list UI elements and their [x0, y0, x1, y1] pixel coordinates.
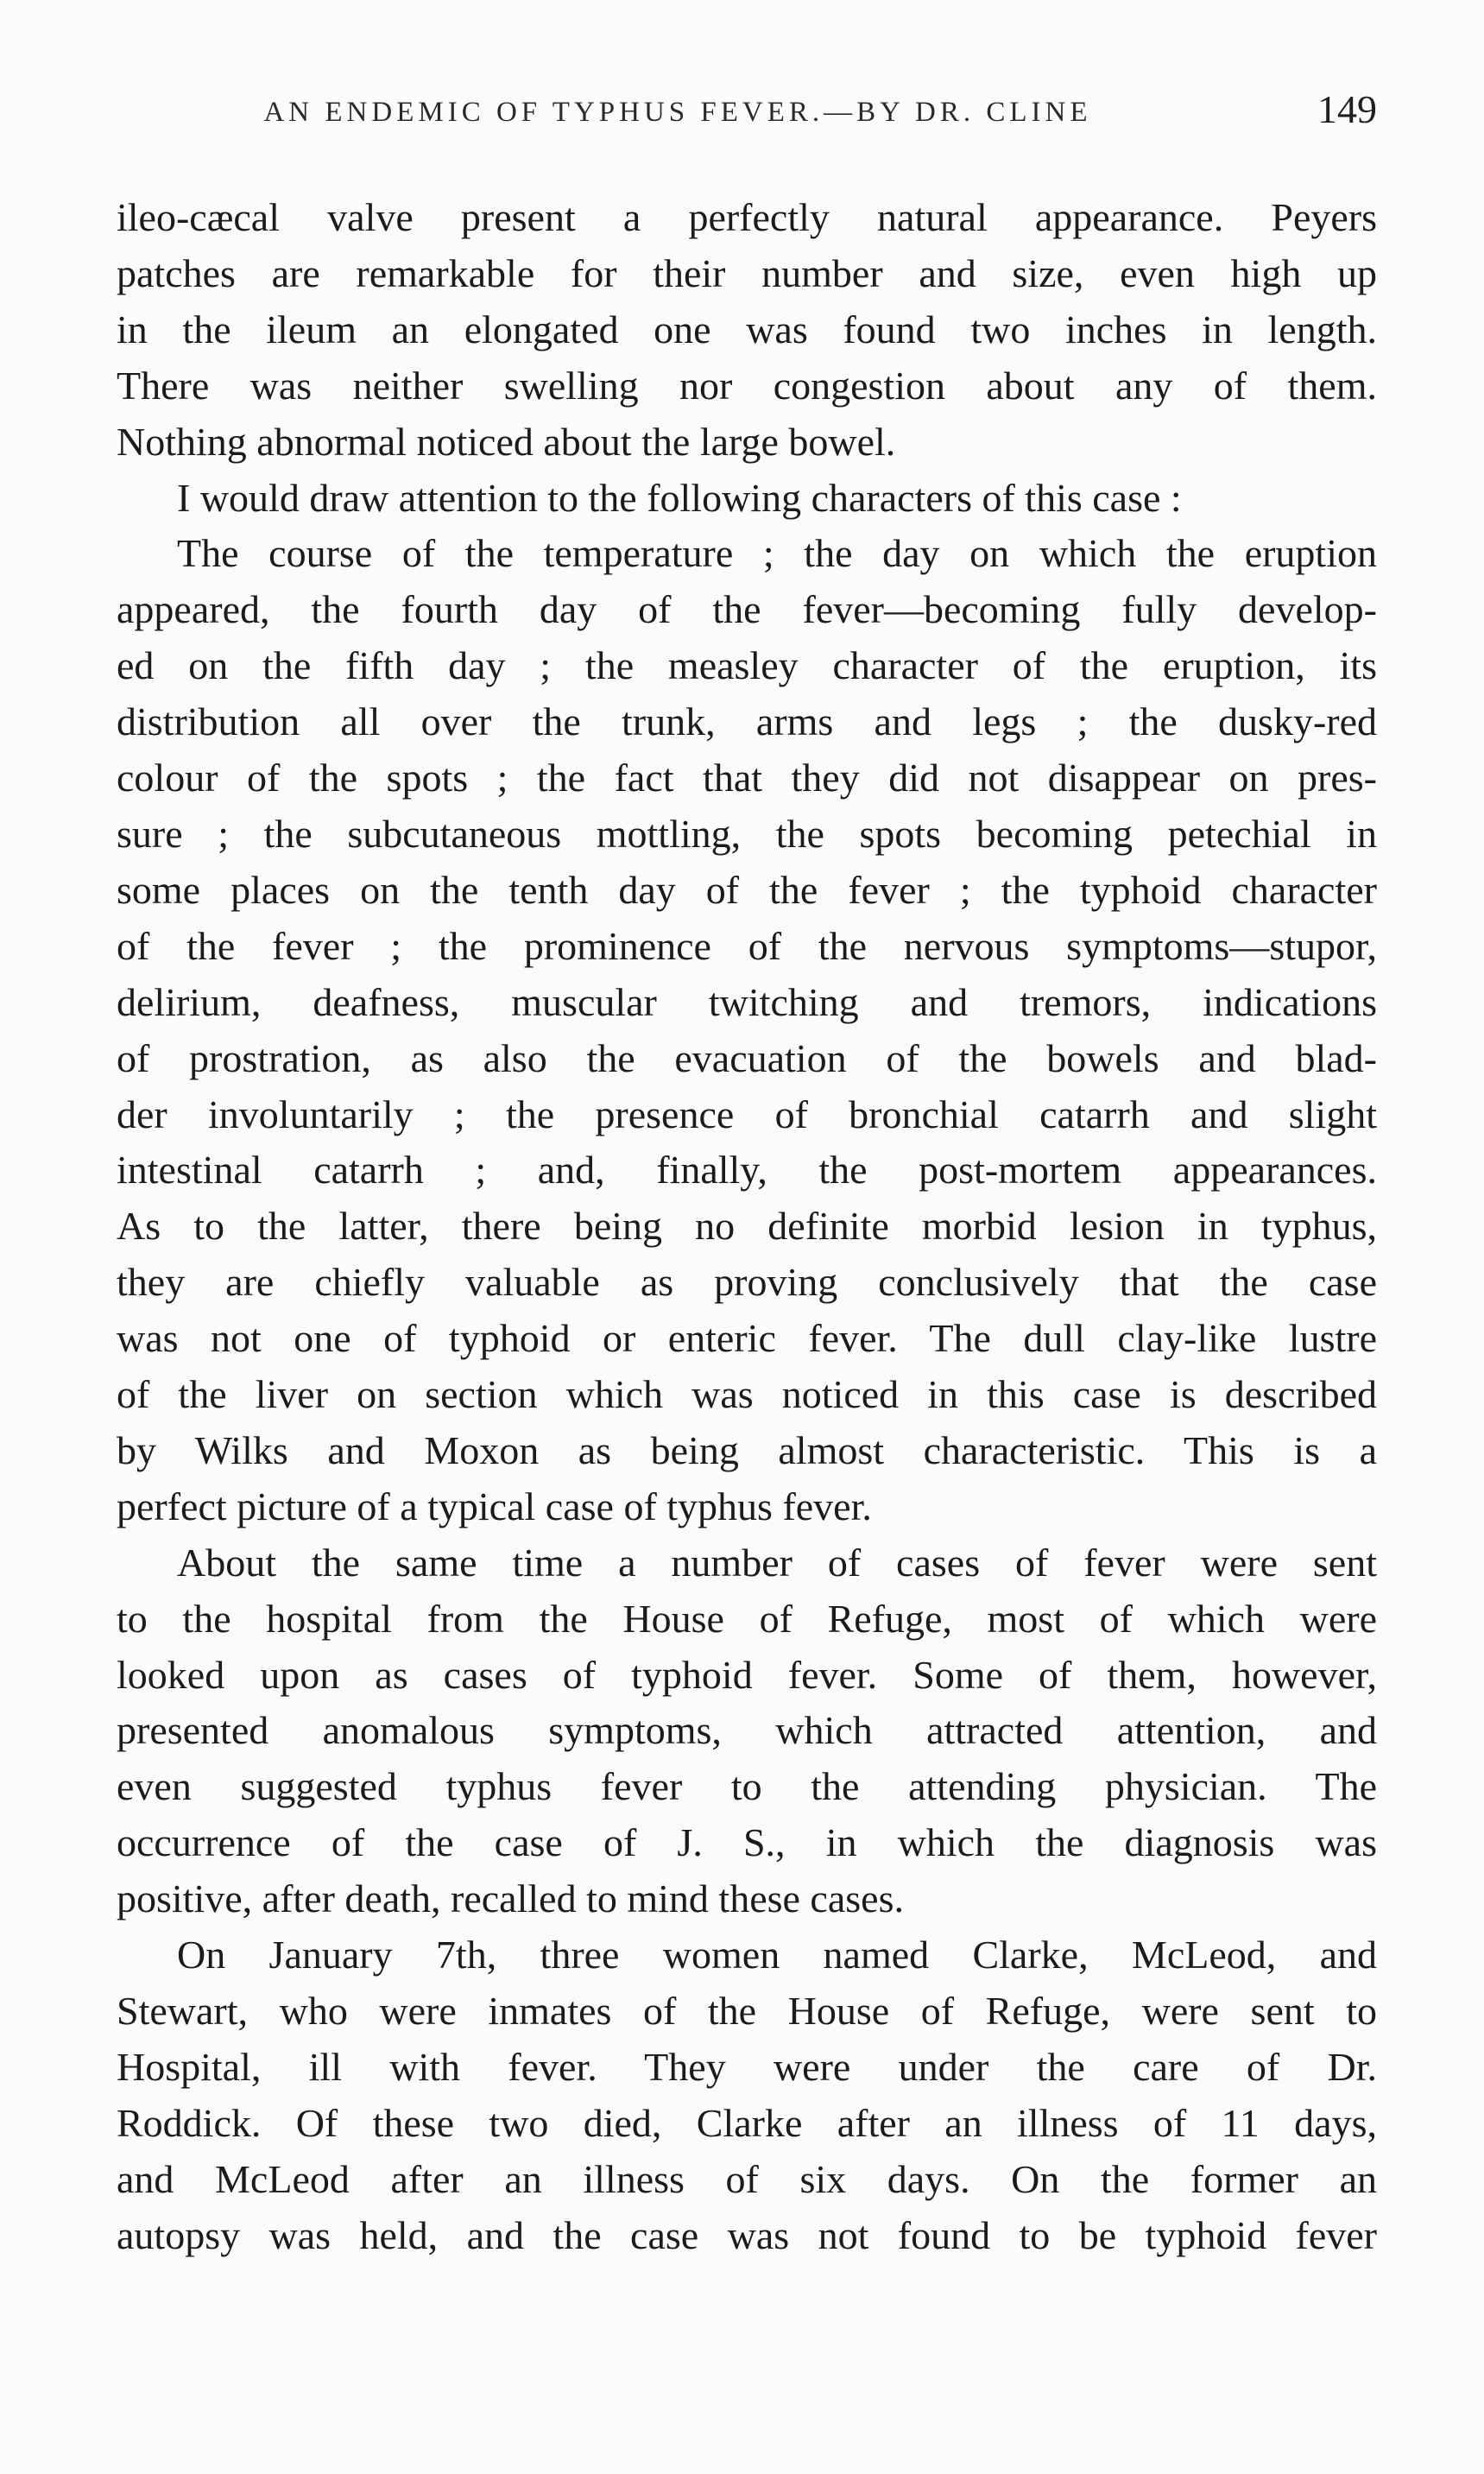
- text-line: On January 7th, three women named Clarke, McLeod, and: [177, 1933, 1377, 1977]
- text-line: As to the latter, there being no definite morbid lesion in typhus,: [117, 1204, 1377, 1249]
- running-title: AN ENDEMIC OF TYPHUS FEVER.—BY DR. CLINE: [263, 97, 1092, 128]
- text-line: delirium, deafness, muscular twitching and tremors, indications: [117, 979, 1377, 1024]
- text-line: sure ; the subcutaneous mottling, the spots becoming petechial in: [117, 811, 1377, 856]
- text-line: I would draw attention to the following characters of this case :: [177, 475, 1182, 520]
- text-line: Hospital, ill with fever. They were under the care of Dr.: [117, 2044, 1377, 2089]
- text-line: some places on the tenth day of the fever ; the typhoid character: [117, 867, 1377, 912]
- text-line: occurrence of the case of J. S., in which the diagnosis was: [117, 1820, 1377, 1865]
- text-line: ed on the fifth day ; the measley character of the eruption, its: [117, 643, 1377, 688]
- body-text: [117, 190, 1377, 2264]
- text-line: ileo-cæcal valve present a perfectly natural appearance. Peyers: [117, 195, 1377, 239]
- text-line: positive, after death, recalled to mind these cases.: [117, 1876, 904, 1921]
- text-line: was not one of typhoid or enteric fever. The dull clay-like lustre: [117, 1316, 1377, 1361]
- running-head: [117, 79, 1377, 140]
- text-line: of prostration, as also the evacuation of the bowels and blad-: [117, 1035, 1377, 1080]
- text-line: intestinal catarrh ; and, finally, the post-mortem appearances.: [117, 1148, 1377, 1193]
- text-line: of the fever ; the prominence of the nervous symptoms—stupor,: [117, 923, 1377, 968]
- text-line: perfect picture of a typical case of typhus fever.: [117, 1484, 872, 1528]
- text-line: autopsy was held, and the case was not found to be typhoid fever: [117, 2212, 1377, 2257]
- text-line: they are chiefly valuable as proving conclusively that the case: [117, 1260, 1377, 1305]
- text-line: Stewart, who were inmates of the House of Refuge, were sent to: [117, 1989, 1377, 2033]
- text-line: Roddick. Of these two died, Clarke after an illness of 11 days,: [117, 2100, 1377, 2145]
- text-line: patches are remarkable for their number and size, even high up: [117, 250, 1377, 295]
- text-line: and McLeod after an illness of six days. On the former an: [117, 2156, 1377, 2201]
- text-line: About the same time a number of cases of fever were sent: [177, 1540, 1377, 1585]
- text-line: in the ileum an elongated one was found two inches in length.: [117, 307, 1377, 351]
- text-line: der involuntarily ; the presence of bronchial catarrh and slight: [117, 1091, 1377, 1136]
- paragraph-autopsy-continued: [117, 190, 1377, 471]
- text-line: by Wilks and Moxon as being almost characteristic. This is a: [117, 1427, 1377, 1472]
- paragraph-january-seventh: [117, 1927, 1377, 2263]
- paragraph-characters: [117, 526, 1377, 1534]
- text-line: There was neither swelling nor congestion about any of them.: [117, 363, 1377, 408]
- paragraph-house-of-refuge: [117, 1535, 1377, 1927]
- text-line: Nothing abnormal noticed about the large bowel.: [117, 419, 896, 464]
- text-line: of the liver on section which was noticed in this case is described: [117, 1372, 1377, 1417]
- text-line: appeared, the fourth day of the fever—becoming fully develop-: [117, 587, 1377, 632]
- text-line: distribution all over the trunk, arms and legs ; the dusky-red: [117, 699, 1377, 744]
- text-line: to the hospital from the House of Refuge, most of which were: [117, 1596, 1377, 1641]
- paragraph-draw-attention: [117, 471, 1377, 527]
- text-line: colour of the spots ; the fact that they did not disappear on pres-: [117, 756, 1377, 800]
- text-line: even suggested typhus fever to the attending physician. The: [117, 1764, 1377, 1809]
- text-line: looked upon as cases of typhoid fever. Some of them, however,: [117, 1652, 1377, 1697]
- text-line: presented anomalous symptoms, which attracted attention, and: [117, 1708, 1377, 1753]
- page-number: 149: [1317, 87, 1377, 131]
- text-line: The course of the temperature ; the day on which the eruption: [177, 531, 1377, 576]
